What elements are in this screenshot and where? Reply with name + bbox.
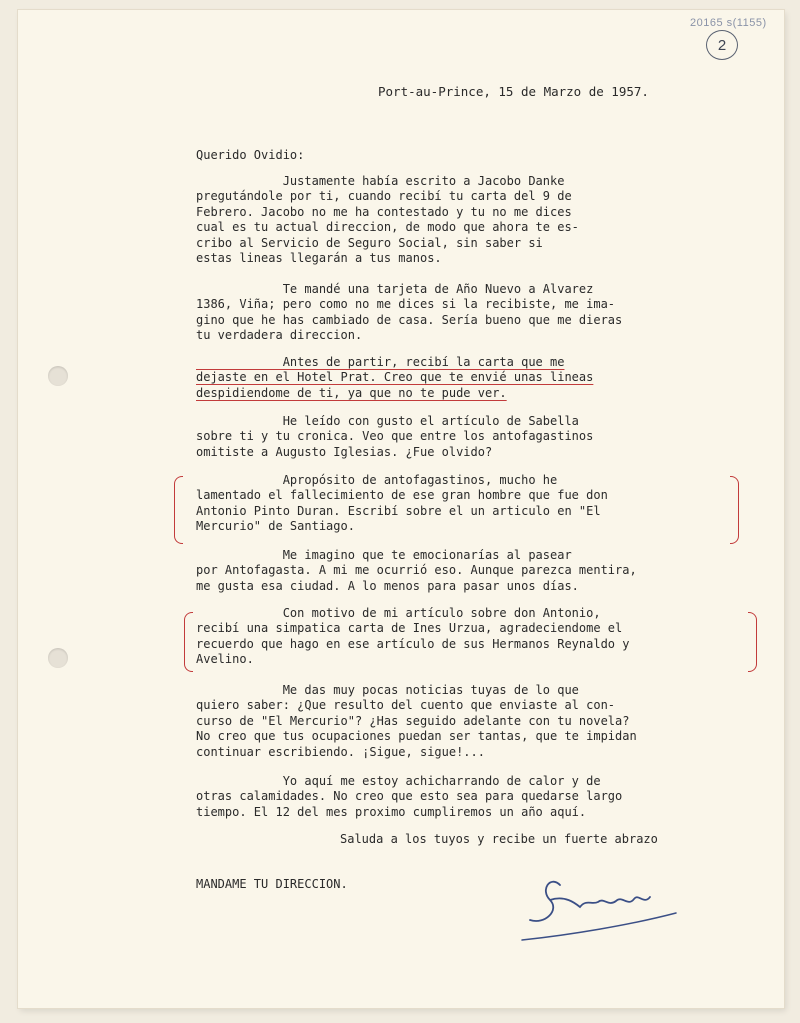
paragraph-2: Te mandé una tarjeta de Año Nuevo a Alvarez 1386, Viña; pero como no me dices si la recibiste, me ima- gino que he has cambiado de casa. Sería bueno que me dieras tu verdadera direccion. <box>196 282 623 343</box>
annotation-bracket-right <box>730 476 739 544</box>
paragraph-6: Me imagino que te emocionarías al pasear por Antofagasta. A mi me ocurrió eso. Aunque parezca mentira, me gusta esa ciudad. A lo menos para pasar unos días. <box>196 548 637 593</box>
paragraph-9: Yo aquí me estoy achicharrando de calor y de otras calamidades. No creo que esto sea para quedarse largo tiempo. El 12 del mes proximo cumpliremos un año aquí. <box>196 774 623 819</box>
salutation: Querido Ovidio: <box>196 148 305 162</box>
punch-hole <box>48 648 68 668</box>
annotation-bracket-right <box>748 612 757 672</box>
paragraph-4: He leído con gusto el artículo de Sabella sobre ti y tu cronica. Veo que entre los antofagastinos omitiste a Augusto Iglesias. ¿Fue olvido? <box>196 414 594 459</box>
place-date: Port-au-Prince, 15 de Marzo de 1957. <box>378 84 649 99</box>
closing: Saluda a los tuyos y recibe un fuerte abrazo <box>340 832 658 846</box>
annotation-bracket-left <box>184 612 193 672</box>
paragraph-8: Me das muy pocas noticias tuyas de lo que quiero saber: ¿Que resulto del cuento que enviaste al con- curso de "El Mercurio"? ¿Has seguido adelante con tu novela? No creo que tus ocupaciones puedan ser tantas, que te impidan continuar escribiendo. ¡Sigue, sigue!... <box>196 683 637 759</box>
paragraph-5: Apropósito de antofagastinos, mucho he lamentado el fallecimiento de ese gran hombre que fue don Antonio Pinto Duran. Escribí sobre el un articulo en "El Mercurio" de Santiago. <box>196 473 608 534</box>
paragraph-7: Con motivo de mi artículo sobre don Antonio, recibí una simpatica carta de Ines Urzua, agradeciendome el recuerdo que hago en ese artículo de sus Hermanos Reynaldo y Avelino. <box>196 606 630 667</box>
page-number: 2 <box>706 30 738 60</box>
annotation-bracket-left <box>174 476 183 544</box>
paragraph-3: Antes de partir, recibí la carta que me dejaste en el Hotel Prat. Creo que te envié unas lineas despidiendome de ti, ya que no te pude ver. <box>196 355 594 400</box>
paragraph-1: Justamente había escrito a Jacobo Danke pregutándole por ti, cuando recibí tu carta del 9 de Febrero. Jacobo no me ha contestado y tu no me dices cual es tu actual direccion, de modo que ahora te es- cribo al Servicio de Seguro Social, sin saber si estas lineas llegarán a tus manos. <box>196 174 579 266</box>
archive-reference: 20165 s(1155) <box>690 17 767 29</box>
punch-hole <box>48 366 68 386</box>
handwritten-signature <box>520 855 680 945</box>
postscript: MANDAME TU DIRECCION. <box>196 877 348 891</box>
